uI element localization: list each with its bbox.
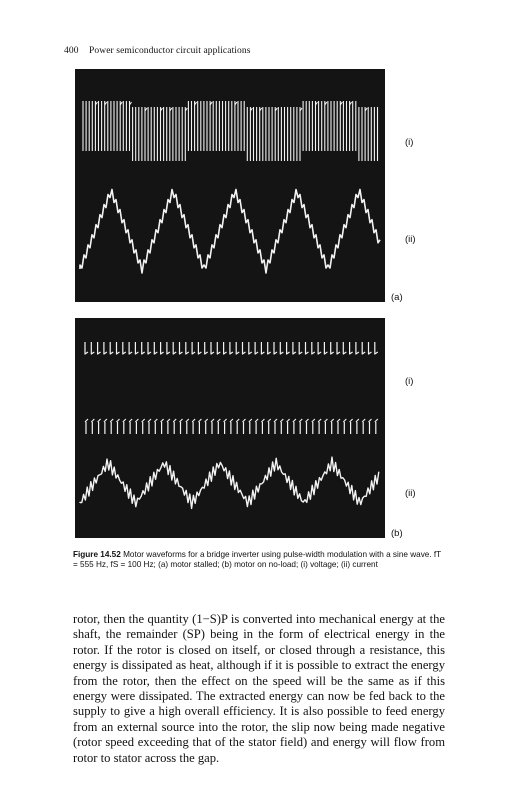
figure-number: Figure 14.52 xyxy=(73,550,121,559)
trace-label-a-current: (ii) xyxy=(405,234,416,245)
trace-label-b-voltage: (i) xyxy=(405,376,414,387)
figure-caption-text: Motor waveforms for a bridge inverter using pulse-width modulation with a sine wave. fT = 555 Hz, fS = 100 Hz; (a) motor stalled; (b) motor on no-load; (i) voltage; (ii) current xyxy=(73,550,442,569)
current-trace-a xyxy=(80,190,380,274)
trace-label-a-voltage: (i) xyxy=(405,137,414,148)
panel-label-a: (a) xyxy=(391,292,403,303)
voltage-trace-b-lower xyxy=(85,419,378,434)
body-text xyxy=(73,612,445,766)
panel-label-b: (b) xyxy=(391,528,403,539)
current-trace-b xyxy=(80,457,379,508)
trace-label-b-current: (ii) xyxy=(405,488,416,499)
figure-caption xyxy=(73,550,445,570)
oscillogram-panel-b xyxy=(75,318,385,538)
body-paragraph: rotor, then the quantity (1−S)P is converted into mechanical energy at the shaft, the remainder (SP) being in the form of electrical energy in the rotor. If the rotor is closed on itself, or closed through a resistance, this energy is dissipated as heat, although if it is possible to extract the energy from the rotor, then the effect on the speed will be the same as if this energy were dissipated. The extracted energy can now be fed back to the supply to give a high overall efficiency. It is also possible to feed energy from an external source into the rotor, the slip now being made negative (rotor speed exceeding that of the stator field) and energy will flow from rotor to stator across the gap. xyxy=(73,612,445,765)
oscillogram-a-traces xyxy=(75,69,385,302)
page-number: 400 xyxy=(64,46,79,56)
oscillogram-panel-a xyxy=(75,69,385,302)
running-title: Power semiconductor circuit applications xyxy=(89,46,251,56)
voltage-trace-b-upper xyxy=(85,342,378,354)
voltage-trace-a xyxy=(83,101,378,161)
running-header xyxy=(64,46,251,56)
oscillogram-b-traces xyxy=(75,318,385,538)
